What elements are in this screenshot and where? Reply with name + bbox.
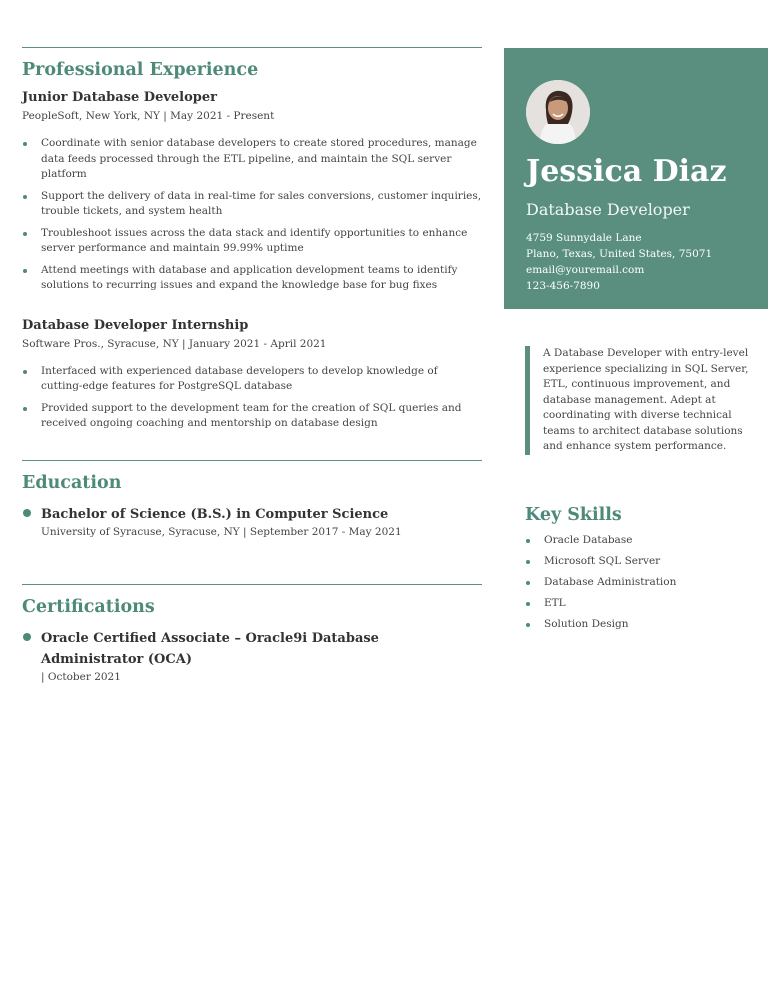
bullet-item <box>22 263 482 294</box>
bullet-text: Coordinate with senior database developers to create stored procedures, manage data feeds processed through the ETL pipeline, and maintain the SQL server platform <box>41 137 477 180</box>
education-meta: University of Syracuse, Syracuse, NY | September 2017 - May 2021 <box>41 525 402 538</box>
skill-item <box>525 616 676 637</box>
job-meta: PeopleSoft, New York, NY | May 2021 - Present <box>22 110 275 122</box>
skill-label: ETL <box>544 597 566 609</box>
address-line-2: Plano, Texas, United States, 75071 <box>526 248 713 260</box>
bullet-dot-icon <box>23 195 27 199</box>
skill-label: Database Administration <box>544 576 677 588</box>
contact-info <box>526 230 712 294</box>
bullet-text: Interfaced with experienced database developers to develop knowledge of cutting-edge features for PostgreSQL database <box>41 364 438 392</box>
job-bullets <box>22 364 482 432</box>
bullet-item <box>22 364 482 395</box>
bullet-item <box>22 226 482 257</box>
main-column <box>22 47 482 683</box>
bullet-dot-icon <box>526 623 530 627</box>
job-bullets <box>22 136 482 294</box>
summary-text: A Database Developer with entry-level experience specializing in SQL Server, ETL, continuous improvement, and database management. Adept at coordinating with diverse technical teams to architect database solutions and enhance system performance. <box>525 346 761 455</box>
bullet-dot-icon <box>23 407 27 411</box>
skill-item <box>525 553 676 574</box>
job-title: Junior Database Developer <box>22 90 217 105</box>
experience-heading: Professional Experience <box>22 60 259 80</box>
skills-heading: Key Skills <box>525 505 622 525</box>
bullet-dot-icon <box>23 509 31 517</box>
skill-item <box>525 532 676 553</box>
section-divider <box>22 584 482 585</box>
bullet-dot-icon <box>23 370 27 374</box>
address-line-1: 4759 Sunnydale Lane <box>526 232 642 244</box>
profile-panel <box>504 48 768 309</box>
job-title: Database Developer Internship <box>22 317 249 333</box>
phone-text: 123-456-7890 <box>526 280 600 292</box>
degree-title: Bachelor of Science (B.S.) in Computer Science <box>41 506 389 522</box>
bullet-dot-icon <box>23 269 27 273</box>
skill-label: Microsoft SQL Server <box>544 555 661 567</box>
avatar-photo-icon <box>526 80 590 144</box>
section-divider <box>22 47 482 48</box>
education-entry <box>22 504 482 538</box>
candidate-name: Jessica Diaz <box>526 154 727 189</box>
skill-label: Solution Design <box>544 618 629 630</box>
bullet-dot-icon <box>526 539 530 543</box>
section-divider <box>22 460 482 461</box>
certification-entry <box>22 628 401 683</box>
skill-item <box>525 574 676 595</box>
bullet-item <box>22 189 482 220</box>
job-entry <box>22 90 482 294</box>
avatar <box>526 80 590 144</box>
bullet-text: Troubleshoot issues across the data stack and identify opportunities to enhance server performance and maintain 99.99% uptime <box>41 226 468 254</box>
skills-list <box>525 532 676 637</box>
bullet-dot-icon <box>526 602 530 606</box>
bullet-item <box>22 136 482 183</box>
bullet-text: Provided support to the development team for the creation of SQL queries and received ongoing coaching and mentorship on database design <box>41 401 462 429</box>
education-heading: Education <box>22 472 122 493</box>
bullet-item <box>22 401 482 432</box>
skill-item <box>525 595 676 616</box>
job-meta: Software Pros., Syracuse, NY | January 2021 - April 2021 <box>22 337 327 350</box>
certification-meta: | October 2021 <box>41 670 121 683</box>
bullet-dot-icon <box>23 142 27 146</box>
email-text: email@youremail.com <box>526 264 645 276</box>
candidate-role: Database Developer <box>526 200 690 219</box>
certification-name: Oracle Certified Associate – Oracle9i Database Administrator (OCA) <box>41 630 379 667</box>
bullet-dot-icon <box>23 633 31 641</box>
skill-label: Oracle Database <box>544 534 633 546</box>
bullet-text: Attend meetings with database and application development teams to identify solutions to recurring issues and expand the knowledge base for bug fixes <box>41 263 458 291</box>
job-entry <box>22 318 482 432</box>
bullet-text: Support the delivery of data in real-time for sales conversions, customer inquiries, trouble tickets, and system health <box>41 189 482 217</box>
bullet-dot-icon <box>526 560 530 564</box>
bullet-dot-icon <box>23 232 27 236</box>
bullet-dot-icon <box>526 581 530 585</box>
certifications-heading: Certifications <box>22 596 155 617</box>
